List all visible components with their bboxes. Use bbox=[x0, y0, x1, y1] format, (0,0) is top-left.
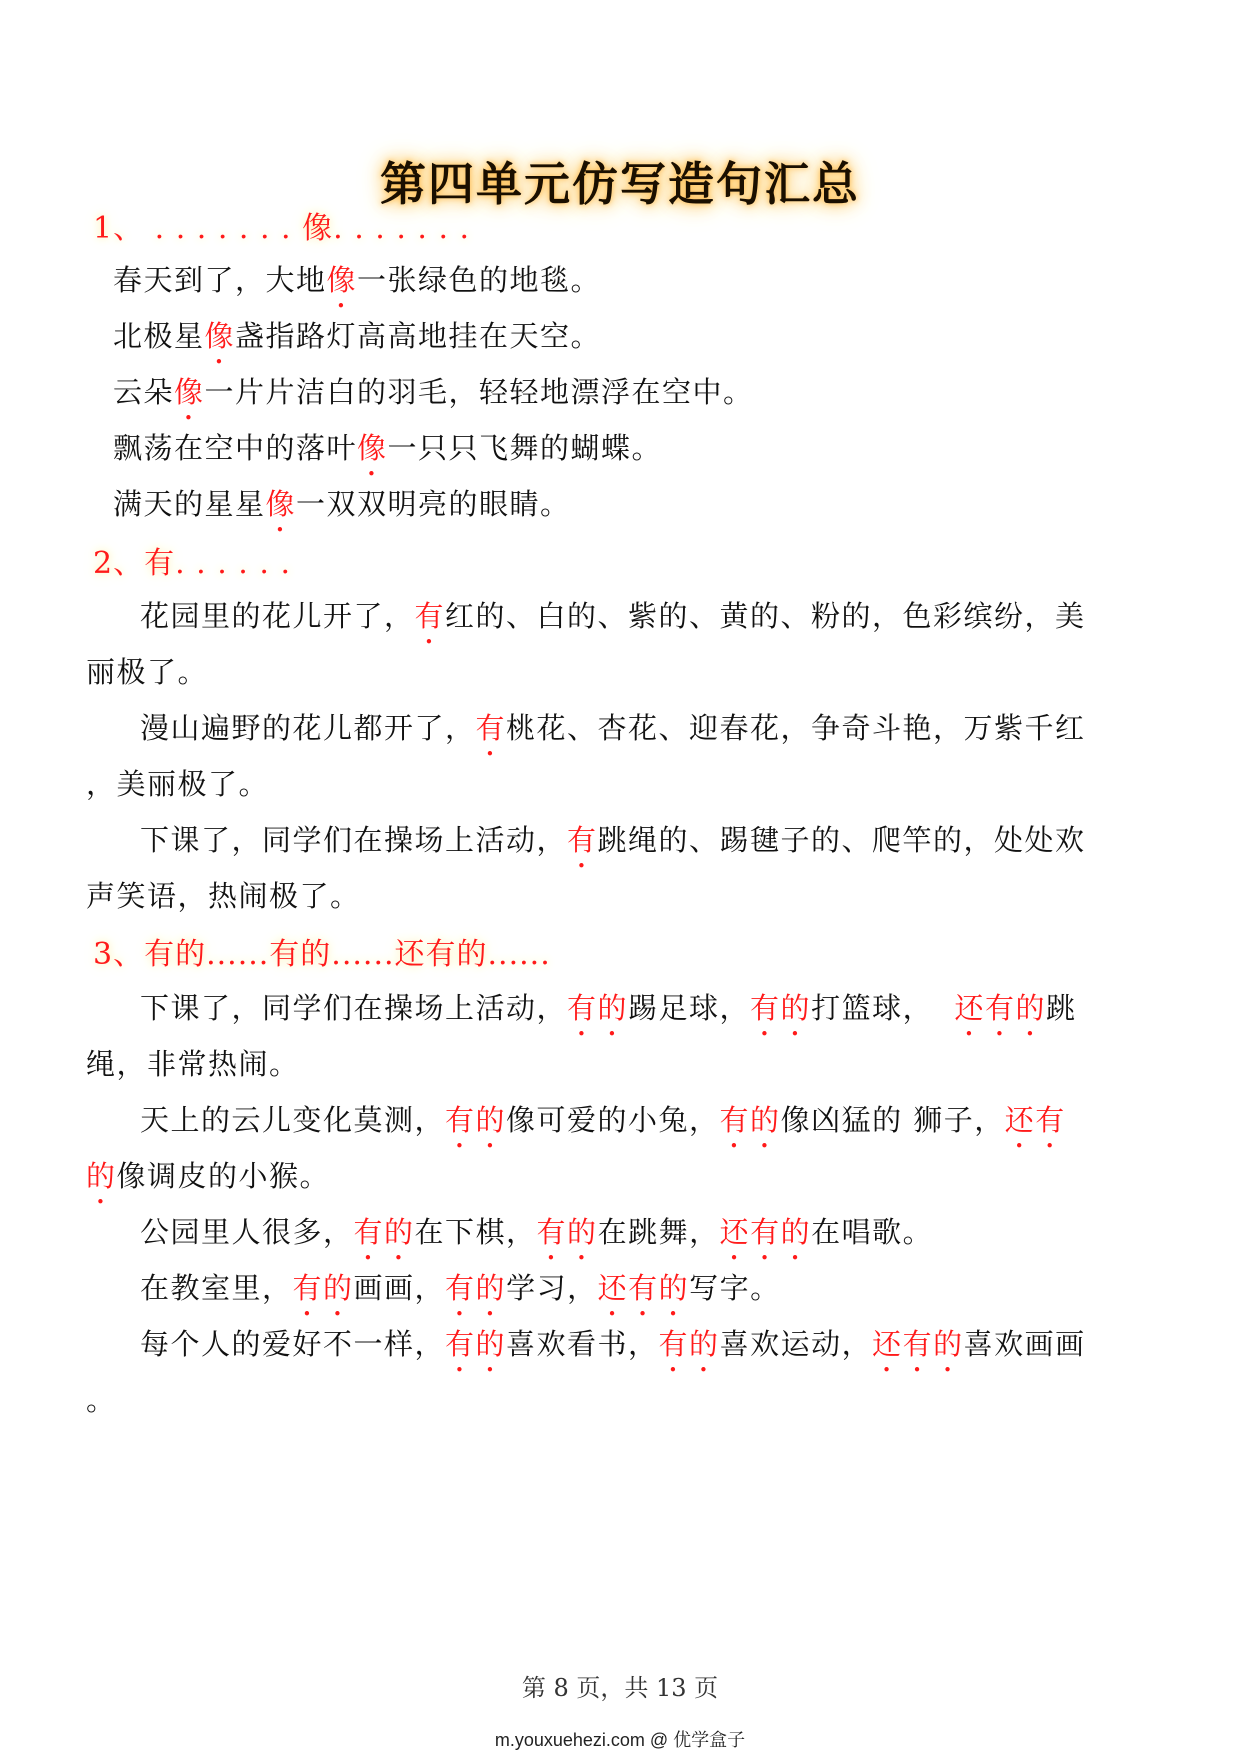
section-1-heading: 1、 . . . . . . . 像. . . . . . . bbox=[93, 211, 471, 246]
section-3-sentence-1-line-1: 下课了，同学们在操场上活动，有的踢足球，有的打篮球， 还有的跳 bbox=[140, 991, 1077, 1025]
section-2-sentence-3-line-1: 下课了，同学们在操场上活动，有跳绳的、踢毽子的、爬竿的，处处欢 bbox=[140, 823, 1086, 857]
section-3-sentence-1-line-2: 绳，非常热闹。 bbox=[86, 1047, 300, 1081]
section-3-sentence-4: 在教室里，有的画画，有的学习，还有的写字。 bbox=[140, 1271, 781, 1305]
section-3-heading: 3、有的......有的......还有的...... bbox=[93, 937, 551, 972]
section-3-sentence-3: 公园里人很多，有的在下棋，有的在跳舞，还有的在唱歌。 bbox=[140, 1215, 934, 1249]
section-2-sentence-2-line-2: ，美丽极了。 bbox=[86, 767, 270, 801]
section-1-sentence-4: 飘荡在空中的落叶像一只只飞舞的蝴蝶。 bbox=[113, 431, 663, 465]
section-3-sentence-2-line-2: 的像调皮的小猴。 bbox=[86, 1159, 331, 1193]
site-watermark: m.youxuehezi.com @ 优学盒子 bbox=[494, 1730, 746, 1750]
section-3-sentence-5-line-2: 。 bbox=[86, 1383, 117, 1417]
section-1-sentence-3: 云朵像一片片洁白的羽毛，轻轻地漂浮在空中。 bbox=[113, 375, 754, 409]
section-2-sentence-2-line-1: 漫山遍野的花儿都开了，有桃花、杏花、迎春花，争奇斗艳，万紫千红 bbox=[140, 711, 1086, 745]
page-title: 第四单元仿写造句汇总 bbox=[380, 157, 860, 211]
section-1-sentence-2: 北极星像盏指路灯高高地挂在天空。 bbox=[113, 319, 602, 353]
section-2-sentence-3-line-2: 声笑语，热闹极了。 bbox=[86, 879, 361, 913]
section-1-sentence-5: 满天的星星像一双双明亮的眼睛。 bbox=[113, 487, 571, 521]
page-number: 第 8 页，共 13 页 bbox=[521, 1674, 719, 1702]
section-3-sentence-5-line-1: 每个人的爱好不一样，有的喜欢看书，有的喜欢运动，还有的喜欢画画 bbox=[140, 1327, 1086, 1361]
section-1-sentence-1: 春天到了，大地像一张绿色的地毯。 bbox=[113, 263, 602, 297]
section-3-sentence-2-line-1: 天上的云儿变化莫测，有的像可爱的小兔，有的像凶猛的 狮子，还有 bbox=[140, 1103, 1066, 1137]
section-2-sentence-1-line-2: 丽极了。 bbox=[86, 655, 209, 689]
section-2-heading: 2、有. . . . . . bbox=[93, 546, 291, 581]
section-2-sentence-1-line-1: 花园里的花儿开了，有红的、白的、紫的、黄的、粉的，色彩缤纷，美 bbox=[140, 599, 1086, 633]
